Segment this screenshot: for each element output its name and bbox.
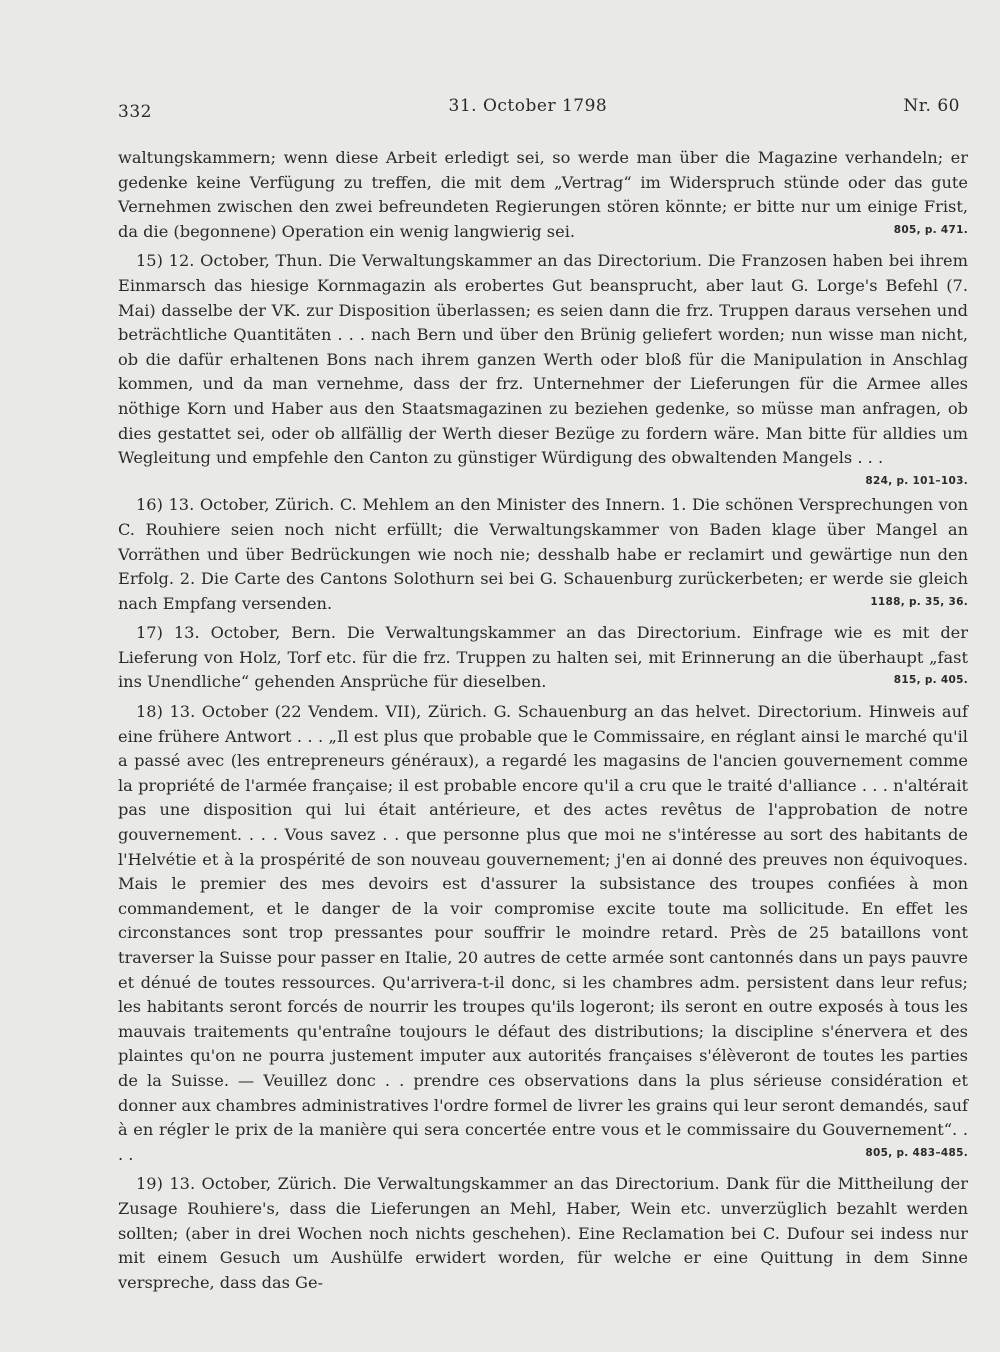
paragraph-entry-19: [118, 1172, 968, 1295]
page-number: 332: [118, 102, 152, 122]
paragraph-text: 15) 12. October, Thun. Die Verwaltungskammer an das Directorium. Die Franzosen haben bei ihrem Einmarsch das hiesige Kornmagazin als erobertes Gut beansprucht, aber laut G. Lorge's Befehl (7. Mai) dasselbe der VK. zur Disposition überlassen; es seien dann die frz. Truppen daraus versehen und beträchtliche Quantitäten . . . nach Bern und über den Brünig geliefert worden; nun wisse man nicht, ob die dafür erhaltenen Bons nach ihrem ganzen Werth oder bloß für die Manipulation in Anschlag kommen, und da man vernehme, dass der frz. Unternehmer der Lieferungen für die Armee alles nöthige Korn und Haber aus den Staatsmagazinen zu beziehen gedenke, so müsse man anfragen, ob dies gestattet sei, oder ob allfällig der Werth dieser Bezüge zu fordern wäre. Man bitte für alldies um Wegleitung und empfehle den Canton zu günstiger Würdigung des obwaltenden Mangels . . .: [118, 251, 968, 468]
paragraph-text: 17) 13. October, Bern. Die Verwaltungskammer an das Directorium. Einfrage wie es mit der Lieferung von Holz, Torf etc. für die frz. Truppen zu halten sei, mit Erinnerung an die überhaupt „fast ins Unendliche“ gehenden Ansprüche für dieselben.: [118, 623, 968, 692]
paragraph-text: 19) 13. October, Zürich. Die Verwaltungskammer an das Directorium. Dank für die Mittheilung der Zusage Rouhiere's, dass die Lieferungen an Mehl, Haber, Wein etc. unverzüglich bezahlt werden sollten; (aber in drei Wochen noch nichts geschehen). Eine Reclamation bei C. Dufour sei indess nur mit einem Gesuch um Aushülfe erwidert worden, für welche er eine Quittung in dem Sinne verspreche, dass das Ge-: [118, 1174, 968, 1292]
paragraph-text: 16) 13. October, Zürich. C. Mehlem an den Minister des Innern. 1. Die schönen Versprechungen von C. Rouhiere seien noch nicht erfüllt; die Verwaltungskammer von Baden klage über Mangel an Vorräthen und über Bedrückungen wie noch nie; desshalb habe er reclamirt und gewärtige nun den Erfolg. 2. Die Carte des Cantons Solothurn sei bei G. Schauenburg zurückerbeten; er werde sie gleich nach Empfang versenden.: [118, 495, 968, 613]
page-body: [118, 146, 968, 1300]
header-date: 31. October 1798: [448, 96, 608, 116]
source-reference: 1188, p. 35, 36.: [870, 595, 968, 608]
source-reference: 824, p. 101–103.: [865, 474, 968, 487]
paragraph-continuation: [118, 146, 968, 244]
source-reference: 815, p. 405.: [893, 674, 968, 687]
paragraph-entry-18: [118, 700, 968, 1167]
paragraph-entry-17: [118, 621, 968, 695]
paragraph-entry-15: [118, 249, 968, 487]
running-header: [118, 96, 960, 126]
source-reference: 805, p. 483–485.: [865, 1146, 968, 1159]
paragraph-text: waltungskammern; wenn diese Arbeit erledigt sei, so werde man über die Magazine verhandeln; er gedenke keine Verfügung zu treffen, die mit dem „Vertrag“ im Widerspruch stünde oder das gute Vernehmen zwischen den zwei befreundeten Regierungen stören könnte; er bitte nur um einige Frist, da die (begonnene) Operation ein wenig langwierig sei.: [118, 148, 968, 241]
header-entry-number: Nr. 60: [903, 96, 960, 116]
paragraph-text: 18) 13. October (22 Vendem. VII), Zürich. G. Schauenburg an das helvet. Directorium. Hinweis auf eine frühere Antwort . . . „Il est plus que probable que le Commissaire, en réglant ainsi le marché qu'il a passé avec (les entrepreneurs généraux), a regardé les magasins de l'ancien gouvernement comme la propriété de l'armée française; il est probable encore qu'il a cru que le traité d'alliance . . . n'altérait pas une disposition qui lui était antérieure, et des actes revêtus de l'approbation de notre gouvernement. . . . Vous savez . . que personne plus que moi ne s'intéresse au sort des habitants de l'Helvétie et à la prospérité de son nouveau gouvernement; j'en ai donné des preuves non équivoques. Mais le premier des mes devoirs est d'assurer la subsistance des troupes confiées à mon commandement, et le danger de la voir compromise excite toute ma sollicitude. En effet les circonstances sont trop pressantes pour souffrir le moindre retard. Près de 25 bataillons vont traverser la Suisse pour passer en Italie, 20 autres de cette armée sont cantonnés dans un pays pauvre et dénué de toutes ressources. Qu'arrivera-t-il donc, si les chambres adm. persistent dans leur refus; les habitants seront forcés de nourrir les troupes qu'ils logeront; ils seront en outre exposés à tous les mauvais traitements qu'entraîne toujours le défaut des distributions; la discipline s'énervera et des plaintes qu'on ne pourra justement imputer aux autorités françaises s'élèveront de toutes les parties de la Suisse. — Veuillez donc . . prendre ces observations dans la plus sérieuse considération et donner aux chambres administratives l'ordre formel de livrer les grains qui leur seront demandés, sauf à en régler le prix de la manière qui sera concertée entre vous et le commissaire du Gouvernement“. . . .: [118, 702, 968, 1164]
paragraph-entry-16: [118, 493, 968, 616]
source-reference: 805, p. 471.: [893, 223, 968, 236]
